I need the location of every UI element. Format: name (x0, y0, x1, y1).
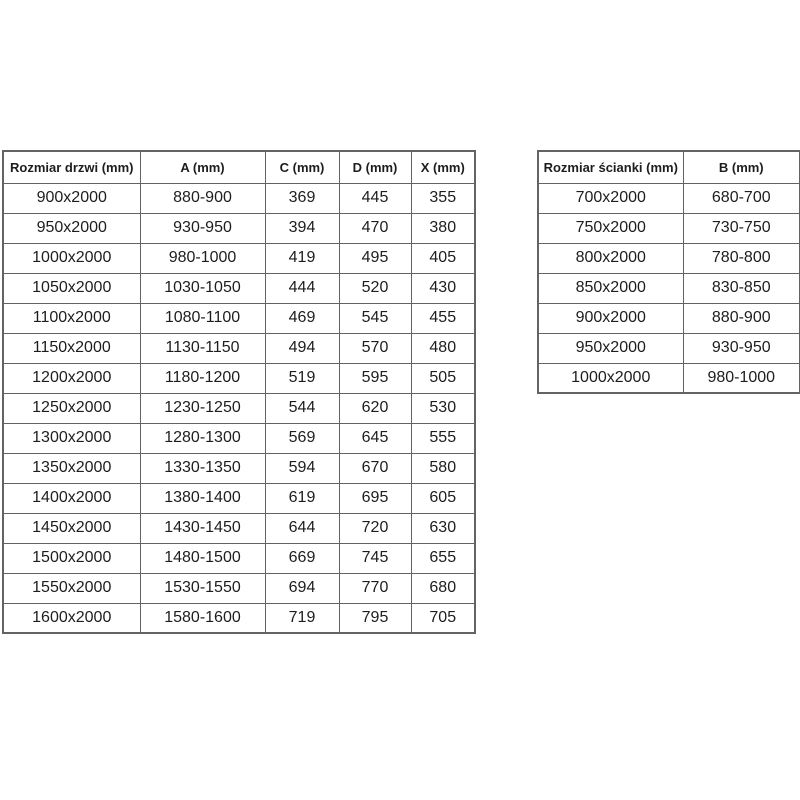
table-cell: 594 (265, 453, 339, 483)
table-cell: 620 (339, 393, 411, 423)
table-cell: 750x2000 (538, 213, 683, 243)
table-cell: 670 (339, 453, 411, 483)
table-row (538, 213, 800, 243)
table-cell: 1350x2000 (3, 453, 140, 483)
table-cell: 1430-1450 (140, 513, 265, 543)
table-cell: 1400x2000 (3, 483, 140, 513)
table-cell: 719 (265, 603, 339, 633)
table-cell: 405 (411, 243, 475, 273)
column-header-c: C (mm) (265, 151, 339, 183)
table-cell: 1080-1100 (140, 303, 265, 333)
table-cell: 1030-1050 (140, 273, 265, 303)
table-cell: 419 (265, 243, 339, 273)
table-cell: 595 (339, 363, 411, 393)
table-cell: 1100x2000 (3, 303, 140, 333)
door-size-table (2, 150, 476, 634)
table-cell: 470 (339, 213, 411, 243)
column-header-b: B (mm) (683, 151, 800, 183)
table-row (3, 363, 475, 393)
table-cell: 980-1000 (683, 363, 800, 393)
table-cell: 580 (411, 453, 475, 483)
table-cell: 680 (411, 573, 475, 603)
table-cell: 745 (339, 543, 411, 573)
table-cell: 1530-1550 (140, 573, 265, 603)
table-cell: 394 (265, 213, 339, 243)
table-cell: 1250x2000 (3, 393, 140, 423)
table-cell: 1000x2000 (3, 243, 140, 273)
table-row (538, 273, 800, 303)
table-cell: 880-900 (683, 303, 800, 333)
table-cell: 1300x2000 (3, 423, 140, 453)
table-cell: 695 (339, 483, 411, 513)
table-cell: 705 (411, 603, 475, 633)
table-cell: 1500x2000 (3, 543, 140, 573)
table-cell: 880-900 (140, 183, 265, 213)
table-row (3, 603, 475, 633)
table-cell: 669 (265, 543, 339, 573)
table-cell: 1600x2000 (3, 603, 140, 633)
table-cell: 355 (411, 183, 475, 213)
table-row (3, 183, 475, 213)
table-cell: 480 (411, 333, 475, 363)
table-cell: 1180-1200 (140, 363, 265, 393)
column-header-d: D (mm) (339, 151, 411, 183)
header-row (3, 151, 475, 183)
table-cell: 1200x2000 (3, 363, 140, 393)
table-cell: 495 (339, 243, 411, 273)
table-cell: 519 (265, 363, 339, 393)
table-cell: 1280-1300 (140, 423, 265, 453)
wall-size-table (537, 150, 800, 394)
wall-table-header (538, 151, 800, 183)
table-row (3, 513, 475, 543)
table-cell: 730-750 (683, 213, 800, 243)
column-header-x: X (mm) (411, 151, 475, 183)
table-row (3, 213, 475, 243)
table-cell: 1230-1250 (140, 393, 265, 423)
table-cell: 630 (411, 513, 475, 543)
column-header-a: A (mm) (140, 151, 265, 183)
table-cell: 680-700 (683, 183, 800, 213)
table-cell: 930-950 (683, 333, 800, 363)
table-cell: 520 (339, 273, 411, 303)
table-cell: 619 (265, 483, 339, 513)
table-cell: 700x2000 (538, 183, 683, 213)
table-row (3, 453, 475, 483)
table-cell: 900x2000 (3, 183, 140, 213)
table-cell: 655 (411, 543, 475, 573)
table-row (538, 303, 800, 333)
table-row (3, 393, 475, 423)
table-cell: 900x2000 (538, 303, 683, 333)
column-header-rozmiar-scianki: Rozmiar ścianki (mm) (538, 151, 683, 183)
table-cell: 455 (411, 303, 475, 333)
table-cell: 545 (339, 303, 411, 333)
table-cell: 1130-1150 (140, 333, 265, 363)
table-row (3, 423, 475, 453)
table-cell: 369 (265, 183, 339, 213)
table-cell: 569 (265, 423, 339, 453)
table-cell: 850x2000 (538, 273, 683, 303)
table-cell: 505 (411, 363, 475, 393)
table-cell: 795 (339, 603, 411, 633)
table-cell: 1150x2000 (3, 333, 140, 363)
table-cell: 770 (339, 573, 411, 603)
table-cell: 1050x2000 (3, 273, 140, 303)
table-cell: 380 (411, 213, 475, 243)
table-cell: 444 (265, 273, 339, 303)
table-cell: 469 (265, 303, 339, 333)
table-cell: 644 (265, 513, 339, 543)
table-cell: 830-850 (683, 273, 800, 303)
table-cell: 494 (265, 333, 339, 363)
table-cell: 930-950 (140, 213, 265, 243)
table-cell: 800x2000 (538, 243, 683, 273)
table-cell: 430 (411, 273, 475, 303)
wall-table-body (538, 183, 800, 393)
column-header-rozmiar-drzwi: Rozmiar drzwi (mm) (3, 151, 140, 183)
table-cell: 1450x2000 (3, 513, 140, 543)
table-cell: 605 (411, 483, 475, 513)
table-cell: 1480-1500 (140, 543, 265, 573)
table-row (538, 333, 800, 363)
table-cell: 570 (339, 333, 411, 363)
table-cell: 1330-1350 (140, 453, 265, 483)
table-cell: 950x2000 (3, 213, 140, 243)
table-cell: 980-1000 (140, 243, 265, 273)
table-cell: 950x2000 (538, 333, 683, 363)
door-table-header (3, 151, 475, 183)
table-cell: 694 (265, 573, 339, 603)
table-row (538, 363, 800, 393)
table-row (538, 183, 800, 213)
table-cell: 1580-1600 (140, 603, 265, 633)
table-cell: 645 (339, 423, 411, 453)
table-row (3, 333, 475, 363)
table-cell: 1550x2000 (3, 573, 140, 603)
table-row (538, 243, 800, 273)
table-cell: 544 (265, 393, 339, 423)
table-cell: 555 (411, 423, 475, 453)
table-row (3, 243, 475, 273)
door-table-body (3, 183, 475, 633)
table-row (3, 273, 475, 303)
table-cell: 720 (339, 513, 411, 543)
table-cell: 1000x2000 (538, 363, 683, 393)
table-row (3, 573, 475, 603)
header-row (538, 151, 800, 183)
table-cell: 780-800 (683, 243, 800, 273)
table-row (3, 483, 475, 513)
table-cell: 530 (411, 393, 475, 423)
table-row (3, 543, 475, 573)
table-row (3, 303, 475, 333)
table-cell: 445 (339, 183, 411, 213)
table-cell: 1380-1400 (140, 483, 265, 513)
